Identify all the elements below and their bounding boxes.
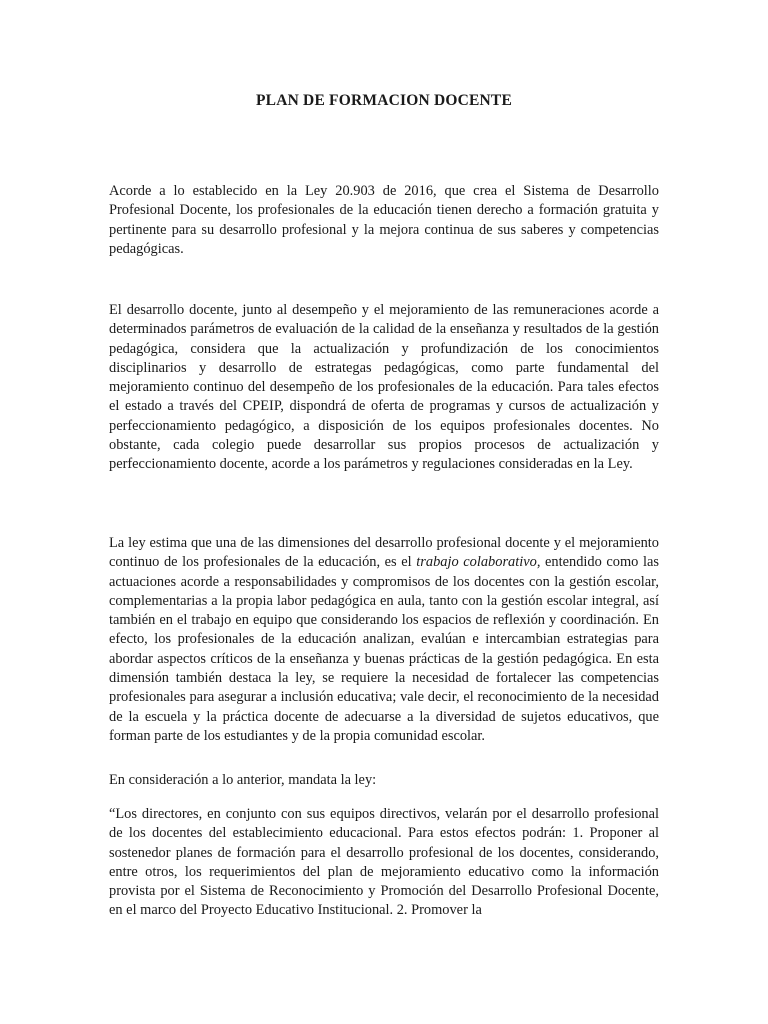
paragraph-3-text-start: La ley estima que una de las dimensiones del desarrollo profesional docente y el mejoramiento continuo de los profesionales de la educación, es el bbox=[109, 535, 659, 571]
paragraph-3-emphasis: trabajo colaborativo bbox=[416, 554, 537, 571]
page-title: PLAN DE FORMACION DOCENTE bbox=[255, 92, 513, 109]
paragraph-5-quote: “Los directores, en conjunto con sus equipos directivos, velarán por el desarrollo profesional de los docentes del establecimiento educacional. Para estos efectos podrán: 1. Proponer al sostenedor planes de formación para el desarrollo profesional de los docentes, considerando, entre otros, los requerimientos del plan de mejoramiento educativo como la información provista por el Sistema de Reconocimiento y Promoción del Desarrollo Profesional Docente, en el marco del Proyecto Educativo Institucional. 2. Promover la bbox=[109, 806, 659, 919]
paragraph-3 bbox=[109, 534, 659, 746]
paragraph-2: El desarrollo docente, junto al desempeño y el mejoramiento de las remuneraciones acorde a determinados parámetros de evaluación de la calidad de la enseñanza y resultados de la gestión pedagógica, considera que la actualización y profundización de los conocimientos disciplinarios y desarrollo de estrategas pedagógicas, como parte fundamental del mejoramiento continuo del desempeño de los profesionales de la educación. Para tales efectos el estado a través del CPEIP, dispondrá de oferta de programas y cursos de actualización y perfeccionamiento pedagógico, a disposición de los equipos profesionales docentes. No obstante, cada colegio puede desarrollar sus propios procesos de actualización y perfeccionamiento docente, acorde a los parámetros y regulaciones consideradas en la Ley. bbox=[109, 302, 659, 473]
paragraph-4: En consideración a lo anterior, mandata la ley: bbox=[109, 772, 377, 788]
paragraph-3-text-end: , entendido como las actuaciones acorde a responsabilidades y compromisos de los docentes con la gestión escolar, complementarias a la propia labor pedagógica en aula, tanto con la gestión escolar integral, así también en el trabajo en equipo que considerando los espacios de reflexión y coordinación. En efecto, los profesionales de la educación analizan, evalúan e intercambian estrategias para abordar aspectos críticos de la enseñanza y buenas prácticas de la gestión pedagógica. En esta dimensión también destaca la ley, se requiere la necesidad de fortalecer las competencias profesionales para asegurar a inclusión educativa; vale decir, el reconocimiento de la necesidad de la escuela y la práctica docente de adecuarse a la diversidad de sujetos educativos, que forman parte de los estudiantes y de la propia comunidad escolar. bbox=[109, 554, 659, 744]
paragraph-1: Acorde a lo establecido en la Ley 20.903 de 2016, que crea el Sistema de Desarrollo Profesional Docente, los profesionales de la educación tienen derecho a formación gratuita y pertinente para su desarrollo profesional y la mejora continua de sus saberes y competencias pedagógicas. bbox=[109, 183, 659, 257]
